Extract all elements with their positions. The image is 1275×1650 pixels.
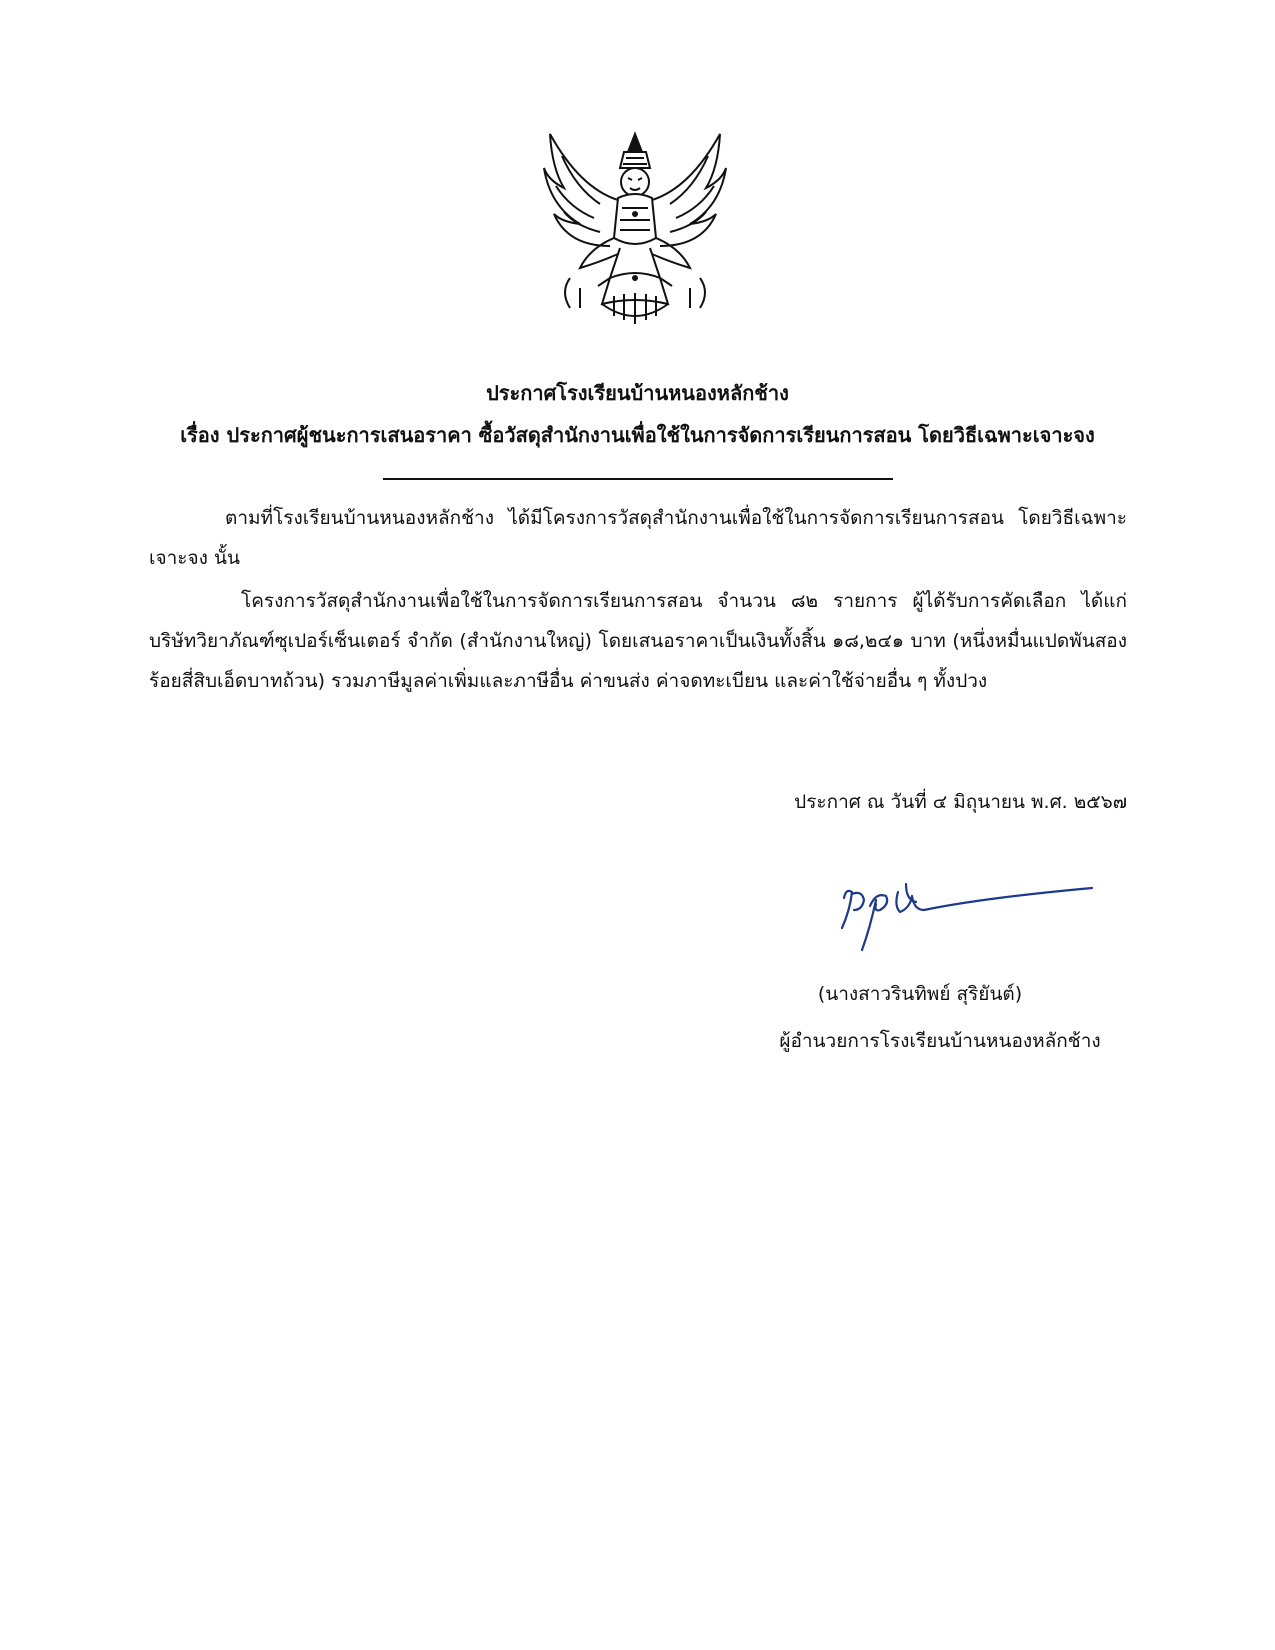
announcement-date: ประกาศ ณ วันที่ ๔ มิถุนายน พ.ศ. ๒๕๖๗: [794, 791, 1127, 813]
signer-position: ผู้อำนวยการโรงเรียนบ้านหนองหลักช้าง: [779, 1030, 1101, 1052]
paragraph-1-text: ตามที่โรงเรียนบ้านหนองหลักช้าง ได้มีโครงการวัสดุสำนักงานเพื่อใช้ในการจัดการเรียนการสอน โดยวิธีเฉพาะเจาะจง นั้น: [149, 507, 1127, 569]
garuda-emblem-icon: [540, 128, 730, 328]
announcement-title: ประกาศโรงเรียนบ้านหนองหลักช้าง: [486, 381, 789, 405]
handwritten-signature-icon: [832, 870, 1104, 960]
signer-name: (นางสาวรินทิพย์ สุริยันต์): [817, 983, 1023, 1005]
body-paragraph-2: [149, 581, 1127, 701]
title-divider: [383, 478, 893, 480]
paragraph-2-text: โครงการวัสดุสำนักงานเพื่อใช้ในการจัดการเรียนการสอน จำนวน ๘๒ รายการ ผู้ได้รับการคัดเลือก ได้แก่ บริษัทวิยาภัณฑ์ซุเปอร์เซ็นเตอร์ จำกัด (สำนักงานใหญ่) โดยเสนอราคาเป็นเงินทั้งสิ้น ๑๘,๒๔๑ บาท (หนึ่งหมื่นแปดพันสองร้อยสี่สิบเอ็ดบาทถ้วน) รวมภาษีมูลค่าเพิ่มและภาษีอื่น ค่าขนส่ง ค่าจดทะเบียน และค่าใช้จ่ายอื่น ๆ ทั้งปวง: [149, 590, 1127, 692]
body-paragraph-1: [149, 498, 1127, 578]
announcement-subject: เรื่อง ประกาศผู้ชนะการเสนอราคา ซื้อวัสดุสำนักงานเพื่อใช้ในการจัดการเรียนการสอน โดยวิธีเฉพาะเจาะจง: [180, 423, 1095, 447]
